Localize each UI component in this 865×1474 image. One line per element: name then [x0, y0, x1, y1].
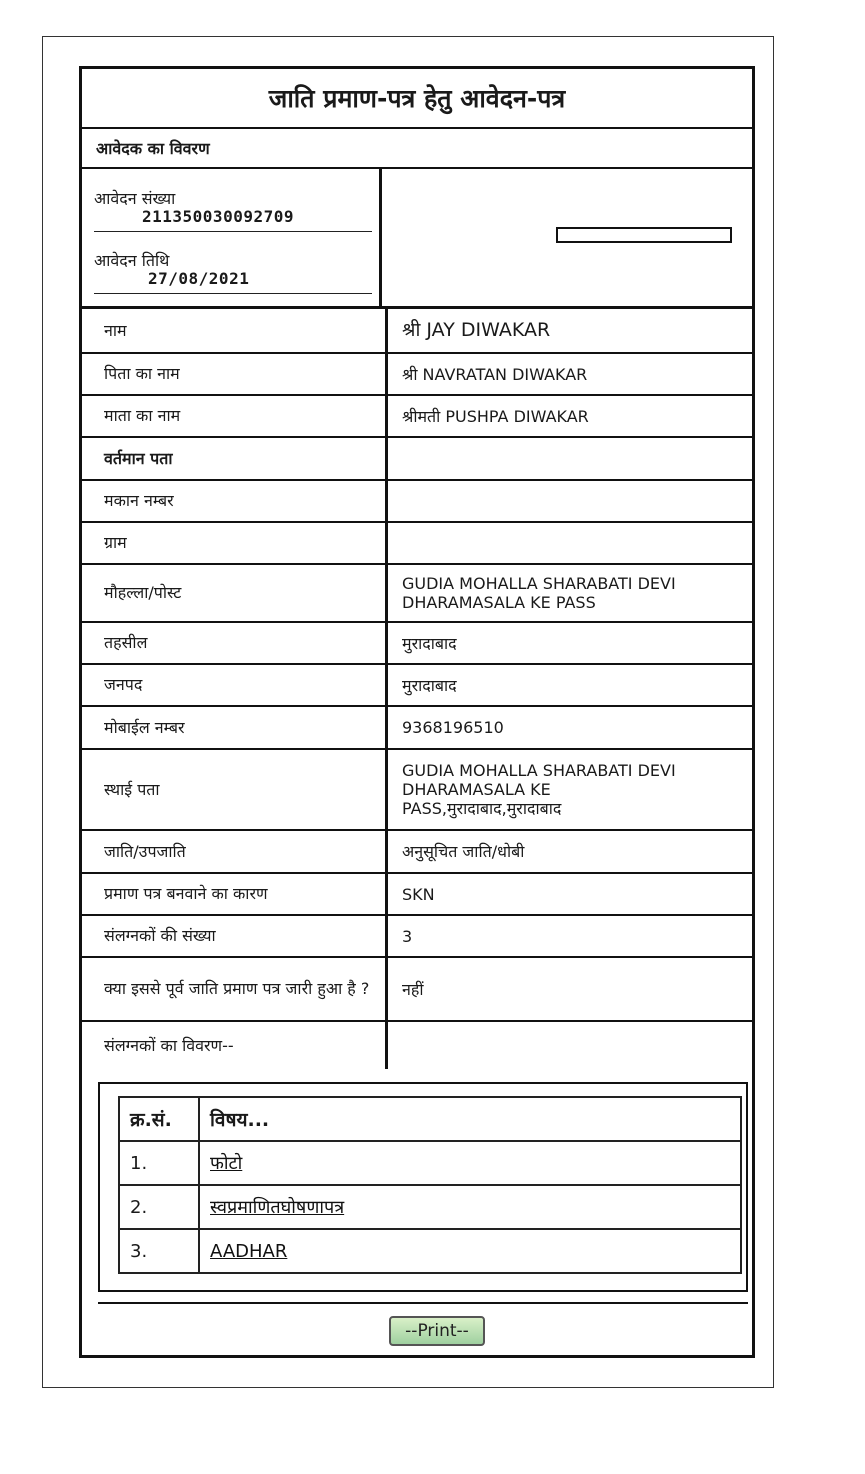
table-row: [82, 750, 752, 831]
application-number: 211350030092709: [142, 207, 294, 226]
form-title: जाति प्रमाण-पत्र हेतु आवेदन-पत्र: [82, 69, 752, 129]
row-value: [388, 438, 752, 479]
attachment-row: [119, 1141, 741, 1185]
attachments-table: [118, 1096, 742, 1274]
row-value: 9368196510: [402, 718, 504, 737]
row-label: नाम: [82, 309, 388, 352]
table-row: [82, 1022, 752, 1069]
attachment-row: [119, 1185, 741, 1229]
attachments-section: [98, 1082, 748, 1292]
application-form: [79, 66, 755, 1358]
attachment-link-aadhar[interactable]: AADHAR: [210, 1240, 288, 1262]
table-row: [82, 665, 752, 707]
table-row: [82, 309, 752, 354]
row-value: [388, 523, 752, 563]
attachment-cell: [199, 1185, 741, 1229]
attachments-header-row: [119, 1097, 741, 1141]
section-heading: आवेदक का विवरण: [82, 129, 752, 169]
row-value: मुरादाबाद: [402, 633, 457, 653]
table-row: [82, 565, 752, 623]
application-number-underline: [94, 231, 372, 232]
attachment-link-photo[interactable]: फोटो: [210, 1153, 243, 1174]
photo-area: [382, 169, 752, 309]
row-label: जनपद: [82, 665, 388, 705]
row-label: मौहल्ला/पोस्ट: [82, 565, 388, 621]
table-row: [82, 396, 752, 438]
application-date-underline: [94, 293, 372, 294]
row-label: संलग्नकों की संख्या: [82, 916, 388, 956]
row-label: संलग्नकों का विवरण--: [82, 1022, 388, 1069]
attachment-cell: [199, 1141, 741, 1185]
row-label: ग्राम: [82, 523, 388, 563]
row-label: वर्तमान पता: [82, 438, 388, 479]
row-label: प्रमाण पत्र बनवाने का कारण: [82, 874, 388, 914]
attachment-serial: 2.: [119, 1185, 199, 1229]
subject-header: विषय...: [199, 1097, 741, 1141]
row-label: जाति/उपजाति: [82, 831, 388, 872]
row-label: तहसील: [82, 623, 388, 663]
table-row: [82, 707, 752, 750]
serial-header: क्र.सं.: [119, 1097, 199, 1141]
row-value: अनुसूचित जाति/धोबी: [402, 842, 525, 861]
table-row: [82, 831, 752, 874]
attachment-serial: 3.: [119, 1229, 199, 1273]
table-row: [82, 623, 752, 665]
table-row: [82, 354, 752, 396]
row-value: श्री NAVRATAN DIWAKAR: [402, 364, 588, 384]
row-label: क्या इससे पूर्व जाति प्रमाण पत्र जारी हुआ है ?: [82, 958, 388, 1020]
application-number-label: आवेदन संख्या: [94, 189, 176, 208]
row-value: नहीं: [402, 979, 424, 999]
row-value: GUDIA MOHALLA SHARABATI DEVI DHARAMASALA KE PASS,मुरादाबाद,मुरादाबाद: [402, 761, 676, 818]
table-row: [82, 438, 752, 481]
row-value: SKN: [402, 884, 435, 904]
application-date: 27/08/2021: [148, 269, 250, 288]
barcode-box: [556, 227, 732, 243]
row-label: मकान नम्बर: [82, 481, 388, 521]
row-value: श्री JAY DIWAKAR: [402, 319, 551, 341]
print-button[interactable]: --Print--: [389, 1316, 485, 1346]
row-label: मोबाईल नम्बर: [82, 707, 388, 748]
row-value: GUDIA MOHALLA SHARABATI DEVI DHARAMASALA KE PASS: [402, 574, 676, 612]
attachment-serial: 1.: [119, 1141, 199, 1185]
row-value: [388, 1022, 752, 1069]
row-value: मुरादाबाद: [402, 675, 457, 695]
application-info: [82, 169, 382, 309]
print-row: [98, 1302, 748, 1354]
table-row: [82, 916, 752, 958]
table-row: [82, 958, 752, 1022]
table-row: [82, 523, 752, 565]
row-label: माता का नाम: [82, 396, 388, 436]
row-label: स्थाई पता: [82, 750, 388, 829]
row-value: श्रीमती PUSHPA DIWAKAR: [402, 406, 589, 426]
attachment-link-self-declaration[interactable]: स्वप्रमाणितघोषणापत्र: [210, 1197, 345, 1218]
attachment-cell: [199, 1229, 741, 1273]
row-value: [388, 481, 752, 521]
row-value: 3: [402, 926, 413, 946]
row-label: पिता का नाम: [82, 354, 388, 394]
attachment-row: [119, 1229, 741, 1273]
table-row: [82, 874, 752, 916]
application-date-label: आवेदन तिथि: [94, 251, 170, 270]
table-row: [82, 481, 752, 523]
